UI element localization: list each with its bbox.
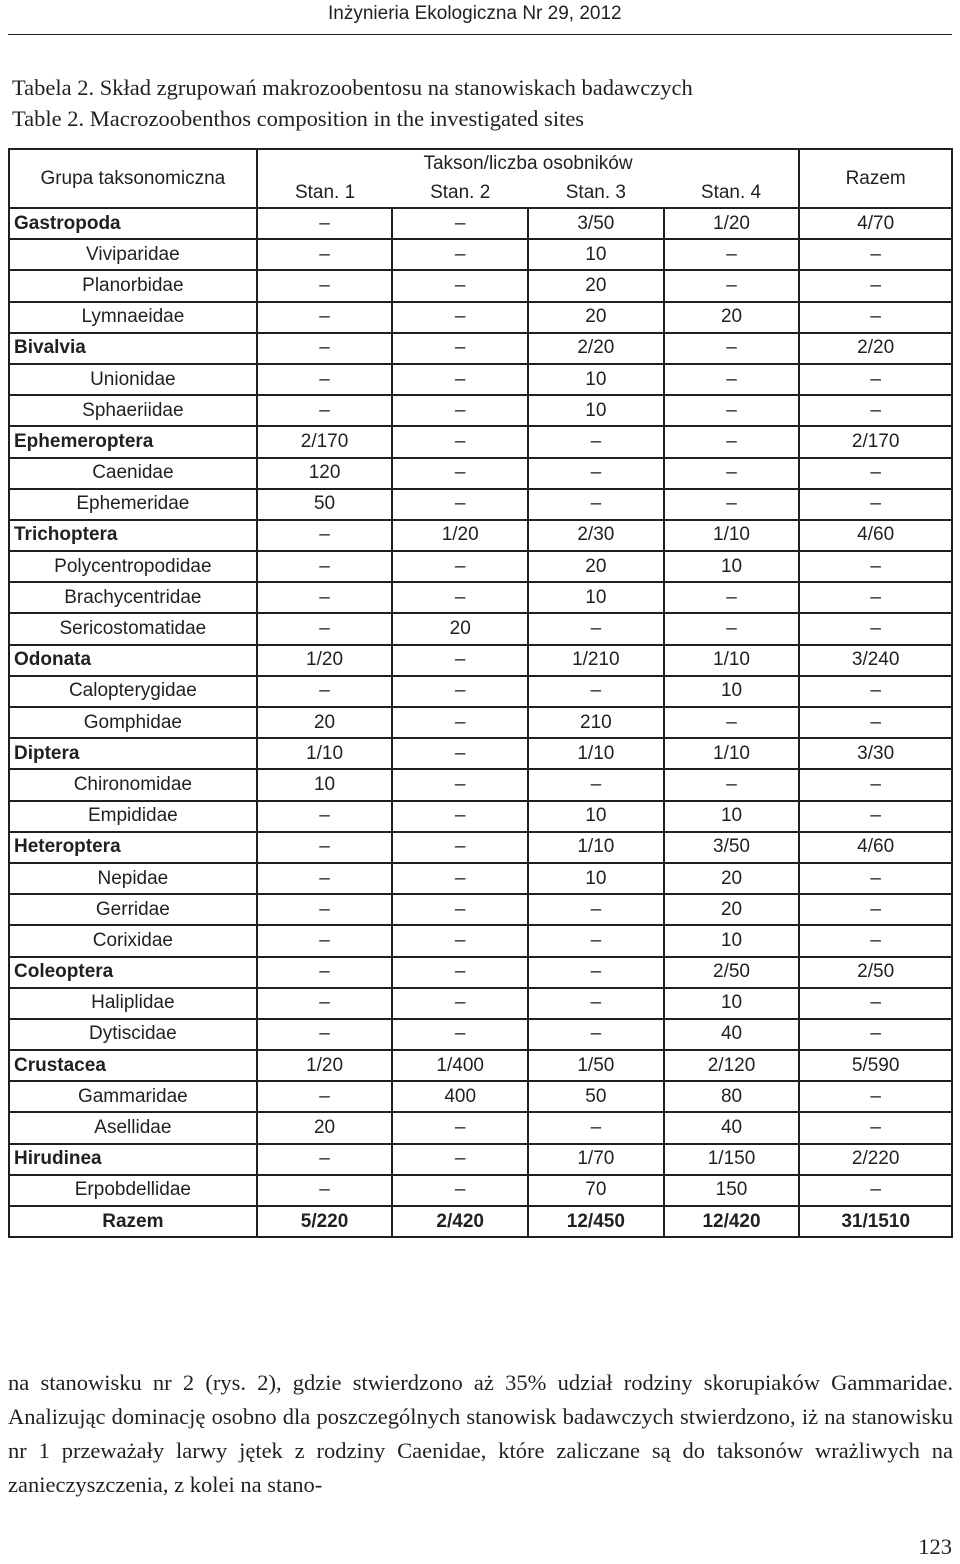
taxon-family-name: Erpobdellidae bbox=[9, 1175, 257, 1206]
station-value-cell: – bbox=[392, 426, 528, 457]
taxon-group-name: Crustacea bbox=[9, 1050, 257, 1081]
table-row-family bbox=[9, 458, 952, 489]
station-value-cell: 20 bbox=[257, 707, 393, 738]
station-value-cell: – bbox=[392, 738, 528, 769]
caption-polish: Tabela 2. Skład zgrupowań makrozoobentosu na stanowiskach badawczych bbox=[12, 75, 693, 100]
station-value-cell: 210 bbox=[528, 707, 664, 738]
station-value-cell: 1/150 bbox=[664, 1144, 800, 1175]
table-row-family bbox=[9, 676, 952, 707]
station-value-cell: – bbox=[528, 988, 664, 1019]
taxon-family-name: Sericostomatidae bbox=[9, 613, 257, 644]
station-value-cell: – bbox=[392, 1144, 528, 1175]
taxon-group-name: Diptera bbox=[9, 738, 257, 769]
row-total-cell: – bbox=[799, 1081, 952, 1112]
station-value-cell: – bbox=[392, 395, 528, 426]
station-value-cell: 20 bbox=[528, 551, 664, 582]
station-value-cell: 10 bbox=[664, 925, 800, 956]
total-value-cell: 31/1510 bbox=[799, 1206, 952, 1237]
station-value-cell: 10 bbox=[528, 582, 664, 613]
station-value-cell: 1/70 bbox=[528, 1144, 664, 1175]
taxon-family-name: Asellidae bbox=[9, 1112, 257, 1143]
station-value-cell: 3/50 bbox=[528, 208, 664, 239]
taxon-count-header: Takson/liczba osobników bbox=[257, 149, 800, 178]
station-value-cell: – bbox=[257, 1019, 393, 1050]
row-total-cell: – bbox=[799, 270, 952, 301]
taxon-family-name: Gerridae bbox=[9, 894, 257, 925]
station-value-cell: – bbox=[664, 395, 800, 426]
station-header: Stan. 3 bbox=[565, 181, 626, 203]
taxon-group-name: Coleoptera bbox=[9, 957, 257, 988]
station-value-cell: – bbox=[392, 302, 528, 333]
row-total-cell: – bbox=[799, 769, 952, 800]
row-total-cell: 2/220 bbox=[799, 1144, 952, 1175]
station-value-cell: – bbox=[257, 1081, 393, 1112]
station-value-cell: – bbox=[528, 925, 664, 956]
station-value-cell: – bbox=[257, 302, 393, 333]
station-value-cell: – bbox=[664, 613, 800, 644]
row-total-cell: – bbox=[799, 239, 952, 270]
row-total-cell: – bbox=[799, 582, 952, 613]
row-total-cell: – bbox=[799, 801, 952, 832]
table-row-family bbox=[9, 613, 952, 644]
station-value-cell: – bbox=[392, 832, 528, 863]
station-value-cell: 1/10 bbox=[528, 832, 664, 863]
table-row-family bbox=[9, 707, 952, 738]
journal-title: Inżynieria Ekologiczna Nr 29, 2012 bbox=[328, 3, 622, 24]
taxon-family-name: Planorbidae bbox=[9, 270, 257, 301]
station-value-cell: 10 bbox=[664, 988, 800, 1019]
station-value-cell: – bbox=[257, 676, 393, 707]
total-value-cell: 5/220 bbox=[257, 1206, 393, 1237]
station-value-cell: 1/400 bbox=[392, 1050, 528, 1081]
station-value-cell: – bbox=[257, 801, 393, 832]
station-value-cell: 10 bbox=[528, 364, 664, 395]
taxon-family-name: Dytiscidae bbox=[9, 1019, 257, 1050]
table-row-family bbox=[9, 1175, 952, 1206]
total-value-cell: 12/450 bbox=[528, 1206, 664, 1237]
station-value-cell: – bbox=[392, 270, 528, 301]
table-row-group bbox=[9, 1144, 952, 1175]
table-row-group bbox=[9, 333, 952, 364]
station-value-cell: – bbox=[528, 1112, 664, 1143]
table-row-group bbox=[9, 738, 952, 769]
station-value-cell: 2/20 bbox=[528, 333, 664, 364]
station-value-cell: – bbox=[257, 239, 393, 270]
table-row-family bbox=[9, 364, 952, 395]
body-paragraph: na stanowisku nr 2 (rys. 2), gdzie stwierdzono aż 35% udział rodziny skorupiaków Gammaridae. Analizując dominację osobno dla poszczególnych stanowisk badawczych stwierdzono, iż na stanowisku nr 1 przeważały larwy jętek z rodziny Caenidae, które zaliczane są do taksonów wrażliwych na zanieczyszczenia, z kolei na stano- bbox=[8, 1370, 953, 1497]
station-value-cell: – bbox=[257, 863, 393, 894]
station-value-cell: – bbox=[528, 1019, 664, 1050]
station-value-cell: – bbox=[257, 270, 393, 301]
station-value-cell: 150 bbox=[664, 1175, 800, 1206]
station-value-cell: 1/50 bbox=[528, 1050, 664, 1081]
row-total-cell: 3/240 bbox=[799, 645, 952, 676]
station-value-cell: 50 bbox=[528, 1081, 664, 1112]
station-value-cell: – bbox=[257, 925, 393, 956]
station-value-cell: – bbox=[664, 489, 800, 520]
table-row-group bbox=[9, 1050, 952, 1081]
station-value-cell: 20 bbox=[257, 1112, 393, 1143]
station-value-cell: – bbox=[257, 832, 393, 863]
station-value-cell: – bbox=[392, 1019, 528, 1050]
station-header: Stan. 2 bbox=[430, 181, 491, 203]
station-value-cell: 2/170 bbox=[257, 426, 393, 457]
station-value-cell: 70 bbox=[528, 1175, 664, 1206]
row-total-cell: – bbox=[799, 364, 952, 395]
table-row-family bbox=[9, 801, 952, 832]
station-value-cell: 20 bbox=[664, 894, 800, 925]
taxon-family-name: Gammaridae bbox=[9, 1081, 257, 1112]
caption-english: Table 2. Macrozoobenthos composition in the investigated sites bbox=[12, 106, 585, 131]
taxon-family-name: Calopterygidae bbox=[9, 676, 257, 707]
station-value-cell: – bbox=[257, 582, 393, 613]
station-value-cell: – bbox=[664, 364, 800, 395]
page-number: 123 bbox=[918, 1534, 952, 1559]
station-value-cell: – bbox=[528, 458, 664, 489]
table-row-family bbox=[9, 270, 952, 301]
station-header: Stan. 1 bbox=[294, 181, 356, 203]
table-row-family bbox=[9, 1081, 952, 1112]
station-value-cell: 10 bbox=[528, 801, 664, 832]
table-row-group bbox=[9, 645, 952, 676]
group-header: Grupa taksonomiczna bbox=[9, 149, 257, 208]
station-value-cell: – bbox=[257, 520, 393, 551]
table-row-group bbox=[9, 832, 952, 863]
station-value-cell: – bbox=[664, 582, 800, 613]
table-row-family bbox=[9, 894, 952, 925]
station-value-cell: – bbox=[664, 239, 800, 270]
station-value-cell: – bbox=[257, 333, 393, 364]
station-value-cell: 50 bbox=[257, 489, 393, 520]
station-value-cell: 1/10 bbox=[257, 738, 393, 769]
station-value-cell: 3/50 bbox=[664, 832, 800, 863]
table-row-family bbox=[9, 1019, 952, 1050]
row-total-cell: – bbox=[799, 489, 952, 520]
row-total-cell: 4/70 bbox=[799, 208, 952, 239]
table-row-group bbox=[9, 426, 952, 457]
station-value-cell: – bbox=[664, 769, 800, 800]
table-row-family bbox=[9, 302, 952, 333]
table-row-family bbox=[9, 489, 952, 520]
station-value-cell: – bbox=[392, 208, 528, 239]
station-value-cell: 120 bbox=[257, 458, 393, 489]
taxon-family-name: Lymnaeidae bbox=[9, 302, 257, 333]
table-total-row bbox=[9, 1206, 952, 1237]
station-value-cell: – bbox=[392, 489, 528, 520]
station-value-cell: 2/120 bbox=[664, 1050, 800, 1081]
table-body bbox=[9, 208, 952, 1237]
station-value-cell: 1/20 bbox=[664, 208, 800, 239]
station-value-cell: 10 bbox=[664, 551, 800, 582]
total-value-cell: 2/420 bbox=[392, 1206, 528, 1237]
station-value-cell: – bbox=[392, 801, 528, 832]
station-value-cell: 10 bbox=[528, 863, 664, 894]
row-total-cell: – bbox=[799, 613, 952, 644]
station-value-cell: – bbox=[257, 613, 393, 644]
total-row-label: Razem bbox=[9, 1206, 257, 1237]
station-value-cell: – bbox=[257, 957, 393, 988]
taxon-group-name: Bivalvia bbox=[9, 333, 257, 364]
row-total-cell: – bbox=[799, 1112, 952, 1143]
station-value-cell: – bbox=[528, 613, 664, 644]
table-row-family bbox=[9, 925, 952, 956]
taxon-family-name: Viviparidae bbox=[9, 239, 257, 270]
station-value-cell: – bbox=[392, 707, 528, 738]
table-row-group bbox=[9, 520, 952, 551]
taxon-family-name: Polycentropodidae bbox=[9, 551, 257, 582]
station-value-cell: – bbox=[392, 925, 528, 956]
station-value-cell: – bbox=[664, 458, 800, 489]
row-total-cell: – bbox=[799, 894, 952, 925]
table-row-group bbox=[9, 957, 952, 988]
station-value-cell: – bbox=[392, 676, 528, 707]
station-value-cell: – bbox=[664, 270, 800, 301]
body-text bbox=[8, 1366, 953, 1502]
station-value-cell: – bbox=[392, 645, 528, 676]
taxon-group-name: Heteroptera bbox=[9, 832, 257, 863]
station-value-cell: – bbox=[528, 894, 664, 925]
station-value-cell: – bbox=[528, 769, 664, 800]
table-row-family bbox=[9, 1112, 952, 1143]
station-value-cell: – bbox=[392, 1112, 528, 1143]
table-row-group bbox=[9, 208, 952, 239]
station-value-cell: 2/30 bbox=[528, 520, 664, 551]
table-row-family bbox=[9, 863, 952, 894]
station-value-cell: – bbox=[392, 239, 528, 270]
taxon-group-name: Hirudinea bbox=[9, 1144, 257, 1175]
row-total-cell: 2/170 bbox=[799, 426, 952, 457]
station-value-cell: – bbox=[257, 208, 393, 239]
station-value-cell: 20 bbox=[528, 302, 664, 333]
row-total-cell: 2/50 bbox=[799, 957, 952, 988]
station-value-cell: 1/10 bbox=[664, 738, 800, 769]
station-value-cell: 20 bbox=[528, 270, 664, 301]
table-row-family bbox=[9, 395, 952, 426]
station-header: Stan. 4 bbox=[700, 181, 762, 203]
macrozoobenthos-table bbox=[8, 148, 953, 1238]
taxon-group-name: Trichoptera bbox=[9, 520, 257, 551]
table-caption bbox=[12, 72, 693, 134]
taxon-group-name: Gastropoda bbox=[9, 208, 257, 239]
taxon-family-name: Sphaeriidae bbox=[9, 395, 257, 426]
taxon-family-name: Chironomidae bbox=[9, 769, 257, 800]
station-value-cell: 10 bbox=[528, 239, 664, 270]
row-total-cell: – bbox=[799, 395, 952, 426]
table-row-family bbox=[9, 239, 952, 270]
total-header: Razem bbox=[799, 149, 952, 208]
station-value-cell: – bbox=[528, 676, 664, 707]
station-value-cell: 1/10 bbox=[664, 520, 800, 551]
row-total-cell: – bbox=[799, 551, 952, 582]
station-value-cell: 1/20 bbox=[257, 645, 393, 676]
station-value-cell: – bbox=[392, 1175, 528, 1206]
taxon-family-name: Corixidae bbox=[9, 925, 257, 956]
row-total-cell: – bbox=[799, 1019, 952, 1050]
station-value-cell: 20 bbox=[664, 302, 800, 333]
row-total-cell: – bbox=[799, 707, 952, 738]
station-value-cell: – bbox=[257, 1175, 393, 1206]
taxon-family-name: Caenidae bbox=[9, 458, 257, 489]
taxon-family-name: Unionidae bbox=[9, 364, 257, 395]
running-header bbox=[8, 0, 952, 35]
station-value-cell: – bbox=[392, 333, 528, 364]
taxon-group-name: Odonata bbox=[9, 645, 257, 676]
station-value-cell: 2/50 bbox=[664, 957, 800, 988]
taxon-family-name: Brachycentridae bbox=[9, 582, 257, 613]
station-value-cell: 10 bbox=[664, 676, 800, 707]
station-value-cell: 1/10 bbox=[664, 645, 800, 676]
table-row-family bbox=[9, 988, 952, 1019]
station-value-cell: – bbox=[392, 582, 528, 613]
row-total-cell: – bbox=[799, 925, 952, 956]
taxon-family-name: Empididae bbox=[9, 801, 257, 832]
station-value-cell: 1/210 bbox=[528, 645, 664, 676]
station-value-cell: – bbox=[664, 426, 800, 457]
total-value-cell: 12/420 bbox=[664, 1206, 800, 1237]
station-value-cell: 20 bbox=[664, 863, 800, 894]
station-value-cell: 1/20 bbox=[257, 1050, 393, 1081]
station-value-cell: – bbox=[392, 551, 528, 582]
station-value-cell: 20 bbox=[392, 613, 528, 644]
table-row-family bbox=[9, 769, 952, 800]
station-value-cell: 40 bbox=[664, 1112, 800, 1143]
station-value-cell: 1/20 bbox=[392, 520, 528, 551]
row-total-cell: 4/60 bbox=[799, 520, 952, 551]
station-value-cell: – bbox=[257, 395, 393, 426]
row-total-cell: – bbox=[799, 988, 952, 1019]
row-total-cell: 3/30 bbox=[799, 738, 952, 769]
station-value-cell: – bbox=[392, 769, 528, 800]
row-total-cell: – bbox=[799, 1175, 952, 1206]
taxon-family-name: Ephemeridae bbox=[9, 489, 257, 520]
station-value-cell: – bbox=[257, 894, 393, 925]
row-total-cell: – bbox=[799, 302, 952, 333]
station-value-cell: – bbox=[257, 988, 393, 1019]
station-value-cell: 400 bbox=[392, 1081, 528, 1112]
station-value-cell: 10 bbox=[664, 801, 800, 832]
row-total-cell: 2/20 bbox=[799, 333, 952, 364]
taxon-family-name: Nepidae bbox=[9, 863, 257, 894]
row-total-cell: – bbox=[799, 458, 952, 489]
station-value-cell: 10 bbox=[257, 769, 393, 800]
station-value-cell: – bbox=[528, 957, 664, 988]
station-value-cell: – bbox=[392, 894, 528, 925]
row-total-cell: – bbox=[799, 863, 952, 894]
station-value-cell: – bbox=[528, 426, 664, 457]
station-value-cell: 40 bbox=[664, 1019, 800, 1050]
station-value-cell: – bbox=[392, 988, 528, 1019]
station-value-cell: 1/10 bbox=[528, 738, 664, 769]
station-value-cell: 10 bbox=[528, 395, 664, 426]
station-value-cell: 80 bbox=[664, 1081, 800, 1112]
station-value-cell: – bbox=[664, 333, 800, 364]
station-value-cell: – bbox=[392, 364, 528, 395]
station-value-cell: – bbox=[392, 957, 528, 988]
taxon-family-name: Haliplidae bbox=[9, 988, 257, 1019]
station-value-cell: – bbox=[257, 551, 393, 582]
taxon-family-name: Gomphidae bbox=[9, 707, 257, 738]
station-value-cell: – bbox=[392, 458, 528, 489]
station-value-cell: – bbox=[392, 863, 528, 894]
station-value-cell: – bbox=[257, 1144, 393, 1175]
station-value-cell: – bbox=[257, 364, 393, 395]
table-row-family bbox=[9, 551, 952, 582]
row-total-cell: – bbox=[799, 676, 952, 707]
row-total-cell: 4/60 bbox=[799, 832, 952, 863]
station-value-cell: – bbox=[664, 707, 800, 738]
taxon-group-name: Ephemeroptera bbox=[9, 426, 257, 457]
row-total-cell: 5/590 bbox=[799, 1050, 952, 1081]
table-row-family bbox=[9, 582, 952, 613]
station-value-cell: – bbox=[528, 489, 664, 520]
